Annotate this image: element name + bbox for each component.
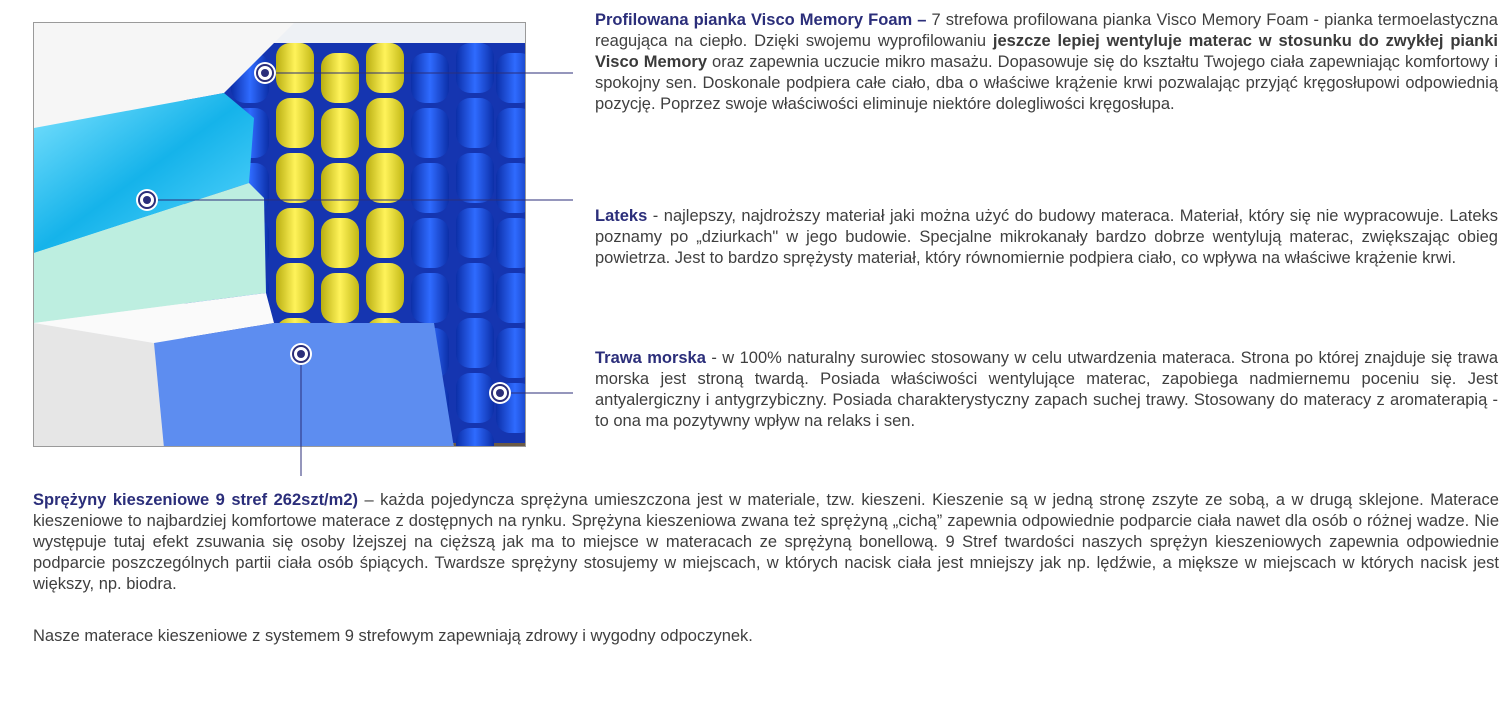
spring-pocket [276,43,314,93]
spring-pocket [496,53,526,103]
spring-pocket [456,263,494,313]
spring-pocket [321,273,359,323]
visco-description [595,10,1498,115]
spring-pocket [456,98,494,148]
latex-text: - najlepszy, najdroższy materiał jaki można użyć do budowy materaca. Materiał, który się nie wypracowuje. Lateks poznamy po „dziurkach" w jego budowie. Specjalne mikrokanały bardzo dobrze wentylują materac, zwiększając obieg powietrza. Jest to bardzo sprężysty materiał, który równomiernie podpiera ciało, co wpływa na właściwe krążenie krwi. [595,207,1498,267]
spring-pocket [366,43,404,93]
spring-pocket [276,208,314,258]
spring-pocket [411,163,449,213]
spring-pocket [496,273,526,323]
spring-pocket [496,383,526,433]
spring-pocket [276,98,314,148]
spring-pocket [456,373,494,423]
latex-description [595,206,1498,269]
spring-pocket [321,163,359,213]
visco-text-2: oraz zapewnia uczucie mikro masażu. Dopasowuje się do kształtu Twojego ciała zapewniając komfortowy i spokojny sen. Doskonale podpiera całe ciało, dba o właściwe krążenie krwi pozwalając przyjąć kręgosłupowi odpowiednią pozycję. Poprzez swoje właściwości eliminuje niektóre dolegliwości kręgosłupa. [595,53,1499,113]
springs-description [33,490,1499,595]
mattress-side [34,323,164,447]
mattress-illustration [33,22,526,447]
spring-pocket [411,273,449,323]
visco-emphasis: jeszcze lepiej wentyluje materac w stosunku do zwykłej pianki Visco Memory [595,32,1498,71]
spring-pocket [411,53,449,103]
seagrass-description [595,348,1498,432]
seagrass-heading: Trawa morska [595,349,706,367]
fabric-layer [154,323,454,447]
visco-text-1: 7 strefowa profilowana pianka Visco Memory Foam - pianka termoelastyczna reagująca na ciepło. Dzięki swojemu wyprofilowaniu [595,11,1498,50]
spring-pocket [496,218,526,268]
seagrass-text: - w 100% naturalny surowiec stosowany w celu utwardzenia materaca. Strona po której znajduje się trawa morska jest stroną twardą. Posiada właściwości wentylujące materac, zapobiega nadmiernemu poceniu się. Jest antyalergiczny i antygrzybiczny. Posiada charakterystyczny zapach suchej trawy. Stosowany do materacy z aromaterapią - to ona ma pozytywny wpływ na relaks i sen. [595,349,1498,430]
spring-pocket [411,108,449,158]
springs-text: – każda pojedyncza sprężyna umieszczona jest w materiale, tzw. kieszeni. Kieszenie są w jedną stronę zszyte ze sobą, a w drugą sklejone. Materace kieszeniowe to najbardziej komfortowe materace z dostępnych na rynku. Sprężyna kieszeniowa zwana też sprężyną „cichą” zapewnia odpowiednie podparcie ciała nawet dla osób o różnej wadze. Nie występuje tutaj efekt zsuwania się osoby lżejszej na cięższą jak ma to miejsce w materacach ze sprężyną bonellową. 9 Stref twardości naszych sprężyn kieszeniowych zapewnia odpowiednie podparcie poszczególnych partii ciała osób śpiących. Twardsze sprężyny stosujemy w miejscach, w których nacisk ciała jest mniejszy jak np. lędźwie, a miększe w miejscach w których nacisk jest większy, np. biodra. [33,491,1499,593]
spring-pocket [411,218,449,268]
spring-pocket [496,328,526,378]
spring-pocket [366,263,404,313]
spring-pocket [276,153,314,203]
spring-pocket [456,318,494,368]
spring-pocket [456,153,494,203]
spring-pocket [366,208,404,258]
spring-pocket [496,163,526,213]
spring-pocket [366,153,404,203]
spring-pocket [276,263,314,313]
springs-heading: Sprężyny kieszeniowe 9 stref 262szt/m2) [33,491,358,509]
spring-pocket [321,218,359,268]
spring-pocket [321,53,359,103]
spring-pocket [366,98,404,148]
closing-sentence: Nasze materace kieszeniowe z systemem 9 strefowym zapewniają zdrowy i wygodny odpoczynek. [33,627,753,645]
spring-pocket [456,208,494,258]
spring-pocket [496,108,526,158]
latex-heading: Lateks [595,207,648,225]
spring-pocket [321,108,359,158]
visco-heading: Profilowana pianka Visco Memory Foam – [595,11,927,29]
spring-pocket [456,428,494,447]
spring-pocket [456,43,494,93]
